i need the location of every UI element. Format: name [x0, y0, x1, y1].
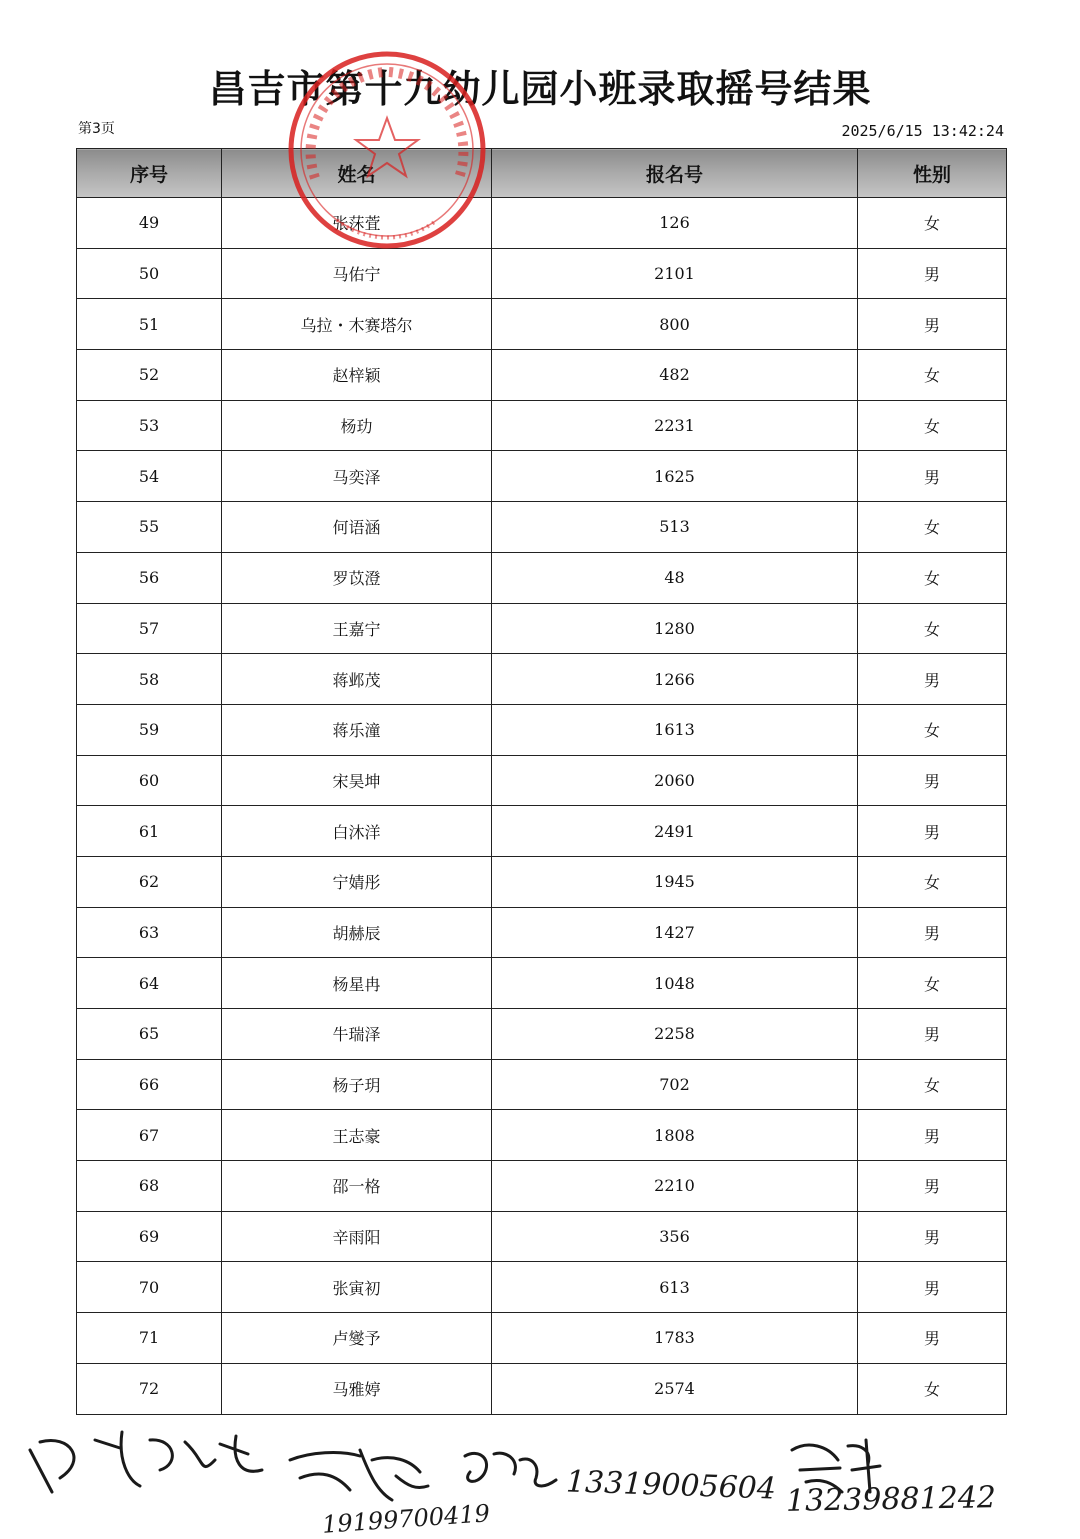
row-index: 67 [77, 1110, 222, 1161]
table-row [77, 1262, 1007, 1313]
registration-number: 126 [492, 198, 858, 249]
gender: 男 [858, 451, 1007, 502]
header-index: 序号 [77, 149, 222, 198]
page-number: 第3页 [78, 121, 115, 137]
gender: 男 [858, 299, 1007, 350]
gender: 男 [858, 806, 1007, 857]
student-name: 杨玏 [222, 400, 492, 451]
results-table [76, 148, 1007, 1415]
student-name: 白沐洋 [222, 806, 492, 857]
gender: 女 [858, 400, 1007, 451]
gender: 女 [858, 1059, 1007, 1110]
table-row [77, 552, 1007, 603]
table-row [77, 1009, 1007, 1060]
table-row [77, 907, 1007, 958]
table-row [77, 502, 1007, 553]
header-reg-no: 报名号 [492, 149, 858, 198]
signatures [0, 1420, 1080, 1537]
table-body [77, 198, 1007, 1415]
row-index: 71 [77, 1313, 222, 1364]
gender: 女 [858, 198, 1007, 249]
gender: 女 [858, 350, 1007, 401]
gender: 男 [858, 1211, 1007, 1262]
row-index: 66 [77, 1059, 222, 1110]
gender: 女 [858, 704, 1007, 755]
row-index: 58 [77, 654, 222, 705]
gender: 男 [858, 1009, 1007, 1060]
row-index: 68 [77, 1161, 222, 1212]
table-row [77, 248, 1007, 299]
student-name: 辛雨阳 [222, 1211, 492, 1262]
registration-number: 800 [492, 299, 858, 350]
row-index: 49 [77, 198, 222, 249]
table-row [77, 299, 1007, 350]
gender: 女 [858, 856, 1007, 907]
student-name: 马佑宁 [222, 248, 492, 299]
student-name: 蒋邺茂 [222, 654, 492, 705]
row-index: 51 [77, 299, 222, 350]
signature-3 [465, 1453, 556, 1486]
gender: 男 [858, 654, 1007, 705]
row-index: 70 [77, 1262, 222, 1313]
registration-number: 482 [492, 350, 858, 401]
registration-number: 1613 [492, 704, 858, 755]
row-index: 62 [77, 856, 222, 907]
registration-number: 2491 [492, 806, 858, 857]
registration-number: 356 [492, 1211, 858, 1262]
gender: 男 [858, 1313, 1007, 1364]
gender: 男 [858, 755, 1007, 806]
registration-number: 1427 [492, 907, 858, 958]
table-row [77, 451, 1007, 502]
header-gender: 性别 [858, 149, 1007, 198]
signature-phone-3: 13239881242 [785, 1480, 997, 1519]
student-name: 马雅婷 [222, 1363, 492, 1414]
registration-number: 613 [492, 1262, 858, 1313]
timestamp: 2025/6/15 13:42:24 [841, 122, 1004, 140]
row-index: 55 [77, 502, 222, 553]
row-index: 63 [77, 907, 222, 958]
table-row [77, 704, 1007, 755]
registration-number: 1783 [492, 1313, 858, 1364]
registration-number: 2060 [492, 755, 858, 806]
student-name: 王志豪 [222, 1110, 492, 1161]
table-row [77, 603, 1007, 654]
registration-number: 1280 [492, 603, 858, 654]
table-row [77, 400, 1007, 451]
student-name: 乌拉・木赛塔尔 [222, 299, 492, 350]
gender: 女 [858, 552, 1007, 603]
student-name: 邵一格 [222, 1161, 492, 1212]
table-row [77, 1161, 1007, 1212]
student-name: 卢燮予 [222, 1313, 492, 1364]
registration-number: 1266 [492, 654, 858, 705]
signature-phone-2: 13319005604 [565, 1464, 777, 1507]
table-row [77, 806, 1007, 857]
gender: 男 [858, 1110, 1007, 1161]
registration-number: 2258 [492, 1009, 858, 1060]
table-row [77, 1211, 1007, 1262]
registration-number: 1048 [492, 958, 858, 1009]
row-index: 64 [77, 958, 222, 1009]
table-row [77, 755, 1007, 806]
student-name: 杨子玥 [222, 1059, 492, 1110]
registration-number: 2231 [492, 400, 858, 451]
row-index: 50 [77, 248, 222, 299]
row-index: 52 [77, 350, 222, 401]
table-row [77, 856, 1007, 907]
row-index: 56 [77, 552, 222, 603]
student-name: 张寅初 [222, 1262, 492, 1313]
gender: 女 [858, 603, 1007, 654]
table-row [77, 350, 1007, 401]
table-row [77, 1363, 1007, 1414]
table-row [77, 198, 1007, 249]
registration-number: 2101 [492, 248, 858, 299]
gender: 男 [858, 907, 1007, 958]
student-name: 张莯萓 [222, 198, 492, 249]
registration-number: 1625 [492, 451, 858, 502]
student-name: 赵梓颖 [222, 350, 492, 401]
gender: 女 [858, 1363, 1007, 1414]
signature-2 [290, 1450, 428, 1500]
registration-number: 2210 [492, 1161, 858, 1212]
gender: 女 [858, 502, 1007, 553]
registration-number: 513 [492, 502, 858, 553]
row-index: 61 [77, 806, 222, 857]
table-row [77, 1313, 1007, 1364]
gender: 女 [858, 958, 1007, 1009]
row-index: 54 [77, 451, 222, 502]
row-index: 53 [77, 400, 222, 451]
page-title: 昌吉市第十九幼儿园小班录取摇号结果 [208, 67, 872, 111]
student-name: 王嘉宁 [222, 603, 492, 654]
signature-1 [30, 1432, 262, 1492]
row-index: 69 [77, 1211, 222, 1262]
student-name: 蒋乐潼 [222, 704, 492, 755]
table-row [77, 958, 1007, 1009]
header-name: 姓名 [222, 149, 492, 198]
table-header-row [77, 149, 1007, 198]
table-row [77, 1059, 1007, 1110]
registration-number: 1945 [492, 856, 858, 907]
student-name: 杨星冉 [222, 958, 492, 1009]
student-name: 胡赫辰 [222, 907, 492, 958]
table-row [77, 654, 1007, 705]
student-name: 罗苡澄 [222, 552, 492, 603]
row-index: 72 [77, 1363, 222, 1414]
row-index: 60 [77, 755, 222, 806]
registration-number: 48 [492, 552, 858, 603]
row-index: 59 [77, 704, 222, 755]
student-name: 马奕泽 [222, 451, 492, 502]
table-row [77, 1110, 1007, 1161]
signature-phone-1: 19199700419 [321, 1499, 491, 1539]
gender: 男 [858, 1262, 1007, 1313]
gender: 男 [858, 248, 1007, 299]
student-name: 宋昊坤 [222, 755, 492, 806]
student-name: 何语涵 [222, 502, 492, 553]
row-index: 57 [77, 603, 222, 654]
row-index: 65 [77, 1009, 222, 1060]
registration-number: 1808 [492, 1110, 858, 1161]
gender: 男 [858, 1161, 1007, 1212]
registration-number: 702 [492, 1059, 858, 1110]
student-name: 宁婧彤 [222, 856, 492, 907]
student-name: 牛瑞泽 [222, 1009, 492, 1060]
registration-number: 2574 [492, 1363, 858, 1414]
